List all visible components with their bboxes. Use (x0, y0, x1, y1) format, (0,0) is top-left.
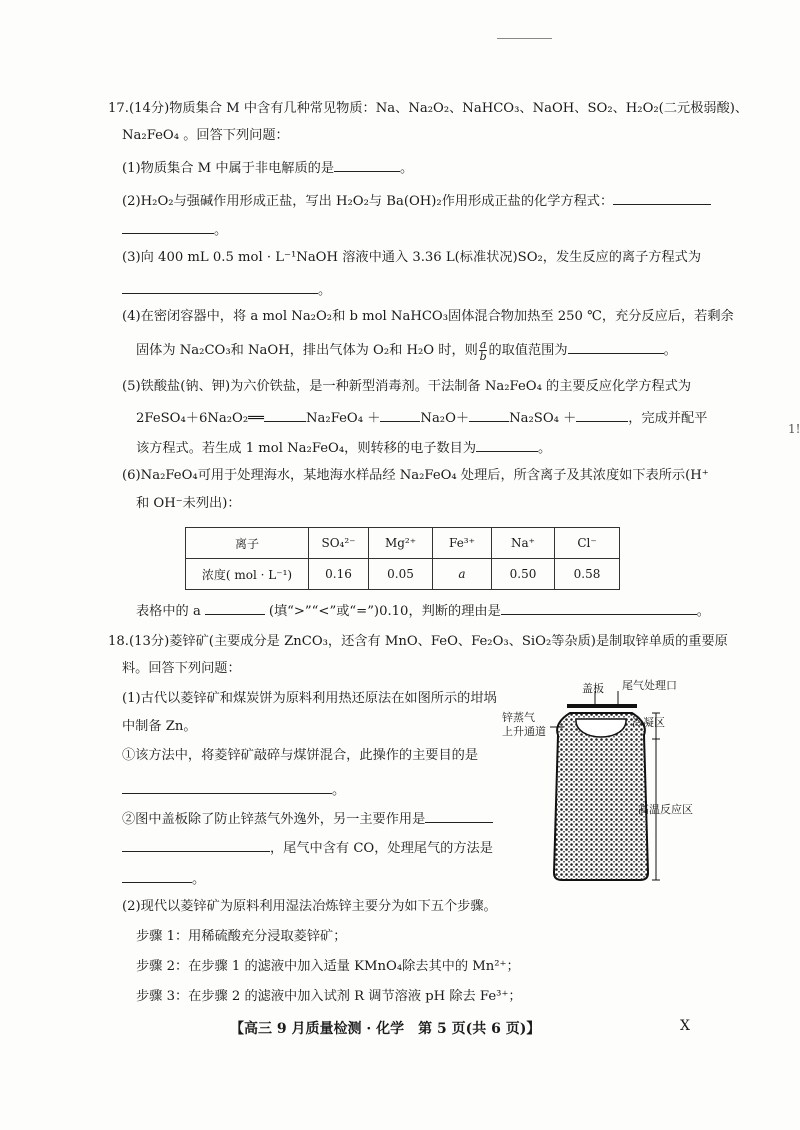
table-header-row (186, 528, 620, 559)
q18-part1-sub2 (122, 808, 493, 829)
period: 。 (538, 441, 552, 456)
q18-part1: (1)古代以菱锌矿和煤炭饼为原料利用热还原法在如图所示的坩埚 (122, 691, 497, 706)
q18-part1-cont: 中制备 Zn。 (122, 719, 197, 734)
q18-part1-sub1: ①该方法中，将菱锌矿敲碎与煤饼混合，此操作的主要目的是 (122, 748, 479, 763)
coef-blank-2[interactable] (380, 407, 420, 422)
table-header: Cl⁻ (555, 528, 620, 559)
q17-part6-text: 表格中的 a (136, 604, 201, 619)
period: 。 (663, 343, 677, 358)
table-cell: 0.50 (492, 559, 555, 590)
q17-part4-text: 固体为 Na₂CO₃和 NaOH，排出气体为 O₂和 H₂O 时，则 (136, 343, 478, 358)
q18-part1-sub2-answer (122, 868, 205, 889)
step-1: 步骤 1：用稀硫酸充分浸取菱锌矿； (136, 929, 347, 944)
q17-part1-blank[interactable] (334, 157, 400, 172)
channel-label: 上升通道 (502, 725, 546, 738)
eq-term-2: Na₂O＋ (420, 411, 470, 426)
q17-part6-blank-a[interactable] (205, 600, 265, 615)
step-2: 步骤 2：在步骤 1 的滤液中加入适量 KMnO₄除去其中的 Mn²⁺； (136, 959, 520, 974)
q17-part2-blank-a[interactable] (613, 190, 711, 205)
q18-stem-line1: 18.(13分)菱锌矿(主要成分是 ZnCO₃，还含有 MnO、FeO、Fe₂O₃、SiO₂等杂质)是制取锌单质的重要原 (108, 634, 728, 649)
period: 。 (318, 283, 332, 298)
fraction-denominator: b (479, 350, 487, 363)
q17-part4-blank[interactable] (568, 339, 664, 354)
q17-part4: (4)在密闭容器中，将 a mol Na₂O₂和 b mol NaHCO₃固体混合物加热至 250 ℃，充分反应后，若剩余 (122, 309, 734, 324)
q17-part6-cont: 和 OH⁻未列出)： (136, 496, 241, 511)
reaction-zone-label: 高温反应区 (638, 803, 693, 816)
q17-part3: (3)向 400 mL 0.5 mol · L⁻¹NaOH 溶液中通入 3.36 L(标准状况)SO₂，发生反应的离子方程式为 (122, 250, 702, 265)
q17-part2-text: (2)H₂O₂与强碱作用形成正盐，写出 H₂O₂与 Ba(OH)₂作用形成正盐的化学方程式： (122, 194, 614, 209)
table-cell: a (433, 559, 492, 590)
table-header: SO₄²⁻ (309, 528, 369, 559)
table-cell: 0.16 (309, 559, 369, 590)
q17-part2-blank-b[interactable] (122, 219, 214, 234)
table-header: Fe³⁺ (433, 528, 492, 559)
table-row (186, 559, 620, 590)
table-cell: 浓度( mol · L⁻¹) (186, 559, 309, 590)
q17-part3-blank[interactable] (122, 279, 318, 294)
exhaust-label: 尾气处理口 (622, 679, 677, 692)
lid-label: 盖板 (582, 682, 604, 695)
table-cell: 0.58 (555, 559, 620, 590)
period: 。 (332, 783, 346, 798)
crucible-body (554, 713, 648, 880)
q18-stem-line2: 料。回答下列问题： (122, 661, 241, 676)
q17-part6-text2: (填“>”“<”或“=”)0.10，判断的理由是 (268, 604, 501, 619)
q17-part6: (6)Na₂FeO₄可用于处理海水，某地海水样品经 Na₂FeO₄ 处理后，所含离子及其浓度如下表所示(H⁺ (122, 468, 709, 483)
zinc-vapor-label: 锌蒸气 (502, 711, 535, 724)
table-header: 离子 (186, 528, 309, 559)
coef-blank-3[interactable] (469, 407, 509, 422)
q17-part5-cont (136, 437, 551, 458)
eq-term-1: Na₂FeO₄ ＋ (306, 411, 381, 426)
q18-sub1-blank[interactable] (122, 779, 332, 794)
q17-stem-line2: Na₂FeO₄ 。回答下列问题： (122, 128, 289, 143)
ion-concentration-table (185, 527, 620, 590)
q17-part3-cont (122, 279, 331, 300)
q17-part5-equation (136, 407, 707, 428)
q17-part5-blank[interactable] (476, 437, 538, 452)
top-scan-mark (497, 38, 552, 39)
period: 。 (192, 872, 206, 887)
crucible-figure (500, 679, 710, 893)
q17-part2-cont (122, 219, 227, 240)
period: 。 (696, 604, 710, 619)
q18-sub2-text: ②图中盖板除了防止锌蒸气外逸外，另一主要作用是 (122, 812, 426, 827)
q17-part4-cont (136, 339, 677, 362)
eq-tail: ，完成并配平 (628, 411, 708, 426)
q17-part5: (5)铁酸盐(钠、钾)为六价铁盐，是一种新型消毒剂。干法制备 Na₂FeO₄ 的主要反应化学方程式为 (122, 379, 692, 394)
q18-sub2-text2: ，尾气中含有 CO，处理尾气的方法是 (270, 841, 493, 856)
table-cell: 0.05 (369, 559, 433, 590)
q17-part5-text: 该方程式。若生成 1 mol Na₂FeO₄，则转移的电子数目为 (136, 441, 477, 456)
a-over-b-fraction (479, 339, 488, 362)
q17-part1 (122, 157, 413, 178)
page-footer: 【高三 9 月质量检测 · 化学 第 5 页(共 6 页)】 (230, 1021, 541, 1037)
q17-stem-line1: 17.(14分)物质集合 M 中含有几种常见物质：Na、Na₂O₂、NaHCO₃、NaOH、SO₂、H₂O₂(二元极弱酸)、 (108, 101, 749, 116)
q17-part6-question (136, 600, 710, 621)
q18-sub2-blank-a[interactable] (425, 808, 493, 823)
q17-part2 (122, 190, 711, 211)
step-3: 步骤 3：在步骤 2 的滤液中加入试剂 R 调节溶液 pH 除去 Fe³⁺； (136, 989, 522, 1004)
eq-left-side: 2FeSO₄＋6Na₂O₂══ (136, 411, 264, 426)
period: 。 (400, 161, 414, 176)
q18-part1-sub1-answer (122, 779, 345, 800)
q18-sub2-blank-c[interactable] (122, 868, 192, 883)
coef-blank-4[interactable] (576, 407, 628, 422)
eq-term-3: Na₂SO₄ ＋ (509, 411, 577, 426)
q18-part2: (2)现代以菱锌矿为原料利用湿法冶炼锌主要分为如下五个步骤。 (122, 899, 497, 914)
q17-part6-blank-b[interactable] (501, 600, 697, 615)
condensing-zone-label: 冷凝区 (632, 716, 665, 729)
edge-mark: 1! (788, 422, 800, 436)
corner-mark: X (680, 1018, 690, 1034)
table-header: Mg²⁺ (369, 528, 433, 559)
q17-part1-text: (1)物质集合 M 中属于非电解质的是 (122, 161, 335, 176)
q18-sub2-blank-b[interactable] (122, 837, 270, 852)
coef-blank-1[interactable] (264, 407, 306, 422)
fraction-numerator: a (479, 338, 487, 351)
q17-part4-text2: 的取值范围为 (488, 343, 568, 358)
q18-part1-sub2-cont (122, 837, 493, 858)
period: 。 (214, 223, 228, 238)
table-header: Na⁺ (492, 528, 555, 559)
